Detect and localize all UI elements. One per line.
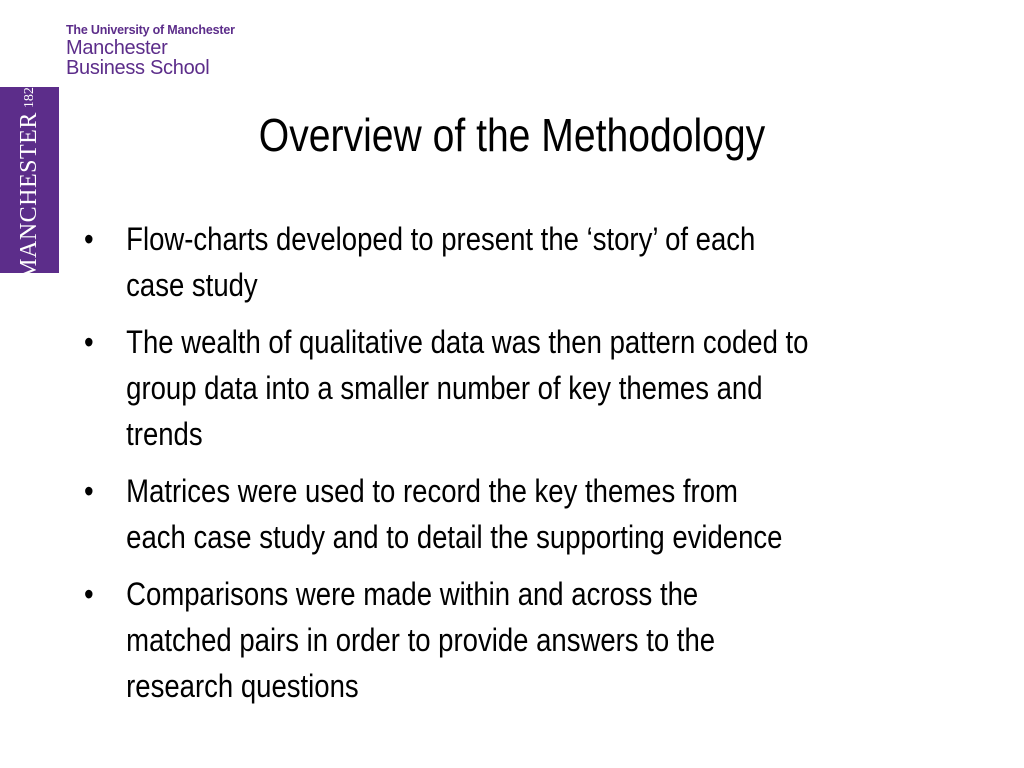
school-name-line-1: Manchester <box>66 37 168 59</box>
bullet-item <box>84 216 944 308</box>
bullet-list <box>84 216 841 720</box>
bullet-item <box>84 571 944 709</box>
slide-title: Overview of the Methodology <box>258 109 766 161</box>
side-tab-label <box>17 80 41 280</box>
bullet-item <box>84 319 944 457</box>
bullet-icon: • <box>84 576 94 612</box>
bullet-text-line: research questions <box>126 668 359 704</box>
bullet-icon: • <box>84 221 94 257</box>
university-logo <box>66 22 235 78</box>
manchester-side-tab <box>0 80 59 280</box>
bullet-text-line: The wealth of qualitative data was then pattern coded to <box>126 324 809 360</box>
university-name: The University of Manchester <box>66 23 235 37</box>
bullet-icon: • <box>84 473 94 509</box>
bullet-text-line: group data into a smaller number of key themes and <box>126 370 763 406</box>
bullet-text-line: Flow-charts developed to present the ‘story’ of each <box>126 221 756 257</box>
bullet-text-line: Matrices were used to record the key themes from <box>126 473 738 509</box>
bullet-text-line: matched pairs in order to provide answers to the <box>126 622 716 658</box>
side-tab-year: 1824 <box>22 80 37 109</box>
school-name-line-2: Business School <box>66 57 210 79</box>
bullet-text-line: case study <box>126 267 258 303</box>
bullet-text-line: trends <box>126 416 203 452</box>
bullet-text-line: Comparisons were made within and across the <box>126 576 699 612</box>
bullet-icon: • <box>84 324 94 360</box>
side-tab-word: MANCHESTER <box>16 112 42 280</box>
bullet-text-line: each case study and to detail the supporting evidence <box>126 519 783 555</box>
bullet-item <box>84 468 944 560</box>
